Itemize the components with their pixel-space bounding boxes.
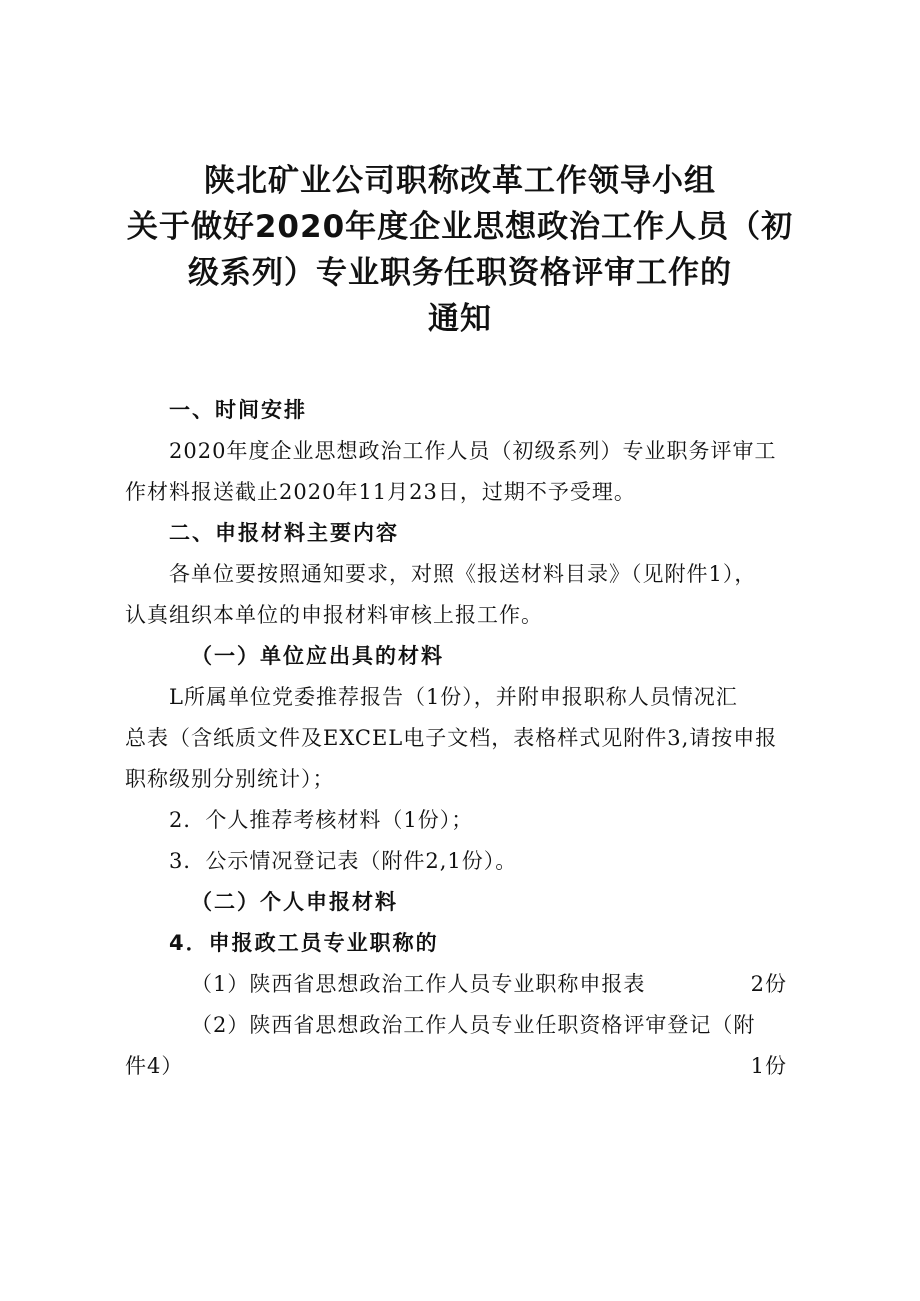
item-1-line-2: 总表（含纸质文件及EXCEL电子文档，表格样式见附件3,请按申报 xyxy=(125,726,778,750)
item-4-2-row xyxy=(125,1046,805,1087)
section-2-heading: 二、申报材料主要内容 xyxy=(169,521,399,545)
item-4-1-quantity: 2份 xyxy=(750,972,787,996)
subsection-1-heading: （一）单位应出具的材料 xyxy=(191,644,444,668)
title-line-4: 通知 xyxy=(428,301,492,337)
item-1-line-1: L所属单位党委推荐报告（1份），并附申报职称人员情况汇 xyxy=(169,685,738,709)
section-1-paragraph-line-1: 2020年度企业思想政治工作人员（初级系列）专业职务评审工 xyxy=(169,439,777,463)
item-1-line-3: 职称级别分别统计）； xyxy=(125,767,335,791)
document-body xyxy=(125,390,805,1087)
item-4-1-text: （1）陕西省思想政治工作人员专业职称申报表 xyxy=(191,972,646,996)
item-4-2-line-2: 件4） xyxy=(125,1054,184,1078)
title-line-1: 陕北矿业公司职称改革工作领导小组 xyxy=(204,163,716,199)
section-1-paragraph-line-2: 作材料报送截止2020年11月23日，过期不予受理。 xyxy=(125,480,636,504)
section-2-paragraph-line-1: 各单位要按照通知要求，对照《报送材料目录》（见附件1）， xyxy=(169,562,757,586)
title-line-3: 级系列）专业职务任职资格评审工作的 xyxy=(188,255,732,291)
section-1-heading: 一、时间安排 xyxy=(169,398,307,422)
subsection-2-heading: （二）个人申报材料 xyxy=(191,890,398,914)
item-4-1-row xyxy=(125,964,805,1005)
item-3: 3．公示情况登记表（附件2,1份）。 xyxy=(169,849,518,873)
item-4-heading: 4．申报政工员专业职称的 xyxy=(169,931,439,955)
item-4-2-line-1: （2）陕西省思想政治工作人员专业任职资格评审登记（附 xyxy=(191,1013,756,1037)
title-line-2: 关于做好2020年度企业思想政治工作人员（初 xyxy=(126,209,794,245)
section-2-paragraph-line-2: 认真组织本单位的申报材料审核上报工作。 xyxy=(125,603,543,627)
document-title xyxy=(0,158,920,342)
item-2: 2．个人推荐考核材料（1份）； xyxy=(169,808,474,832)
item-4-2-quantity: 1份 xyxy=(750,1054,787,1078)
